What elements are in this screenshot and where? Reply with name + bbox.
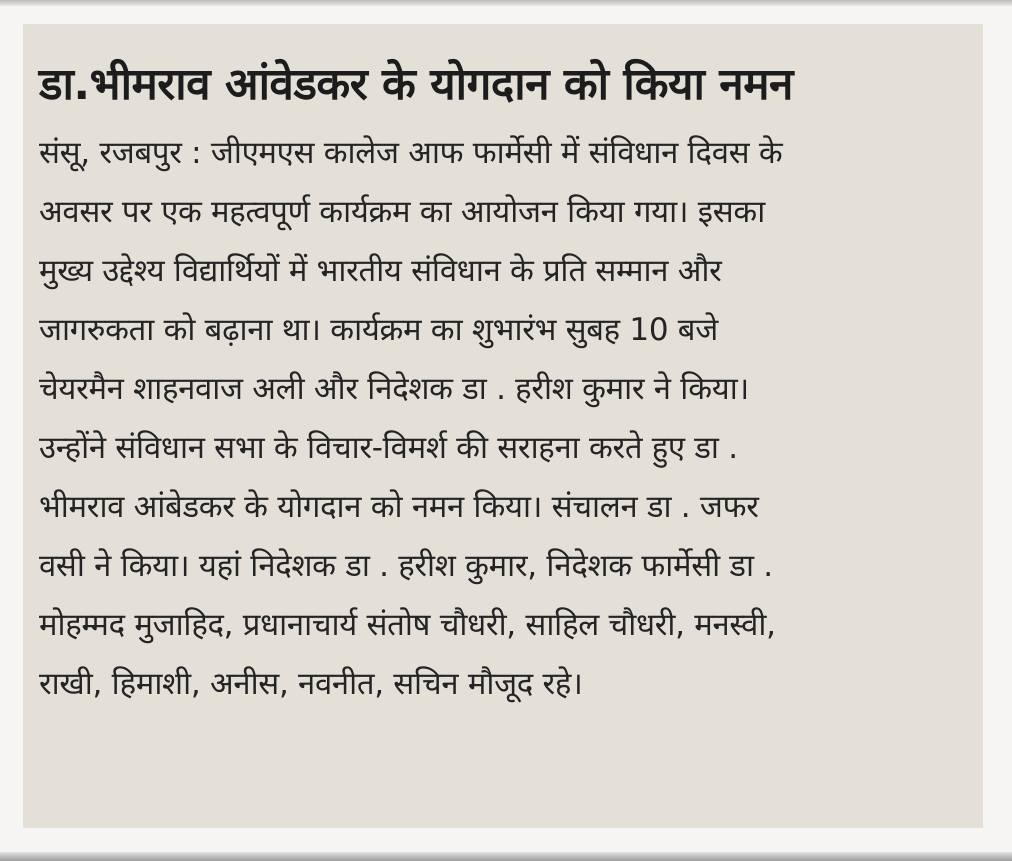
bottom-border-rule (0, 852, 1012, 861)
article-body-line: संसू, रजबपुर : जीएमएस कालेज आफ फार्मेसी में संविधान दिवस के (39, 135, 783, 171)
article-body-line: राखी, हिमाशी, अनीस, नवनीत, सचिन मौजूद रहे। (39, 666, 583, 702)
newspaper-clipping (23, 24, 983, 828)
article-body-line: जागरुकता को बढ़ाना था। कार्यक्रम का शुभारंभ सुबह 10 बजे (39, 312, 718, 348)
article-body-line: मोहम्मद मुजाहिद, प्रधानाचार्य संतोष चौधरी, साहिल चौधरी, मनस्वी, (39, 607, 776, 643)
article-body-line: भीमराव आंबेडकर के योगदान को नमन किया। संचालन डा . जफर (39, 489, 759, 525)
top-border-rule (0, 0, 1012, 6)
article-body-line: वसी ने किया। यहां निदेशक डा . हरीश कुमार, निदेशक फार्मेसी डा . (39, 548, 773, 584)
article-body-line: उन्होंने संविधान सभा के विचार-विमर्श की सराहना करते हुए डा . (39, 430, 738, 466)
article-body-line: चेयरमैन शाहनवाज अली और निदेशक डा . हरीश कुमार ने किया। (39, 371, 749, 407)
article-body-line: अवसर पर एक महत्वपूर्ण कार्यक्रम का आयोजन किया गया। इसका (39, 194, 765, 230)
article-body (39, 124, 969, 714)
article-headline: डा.भीमराव आंवेडकर के योगदान को किया नमन (39, 59, 793, 110)
article-body-line: मुख्य उद्देश्य विद्यार्थियों में भारतीय संविधान के प्रति सम्मान और (39, 253, 722, 289)
